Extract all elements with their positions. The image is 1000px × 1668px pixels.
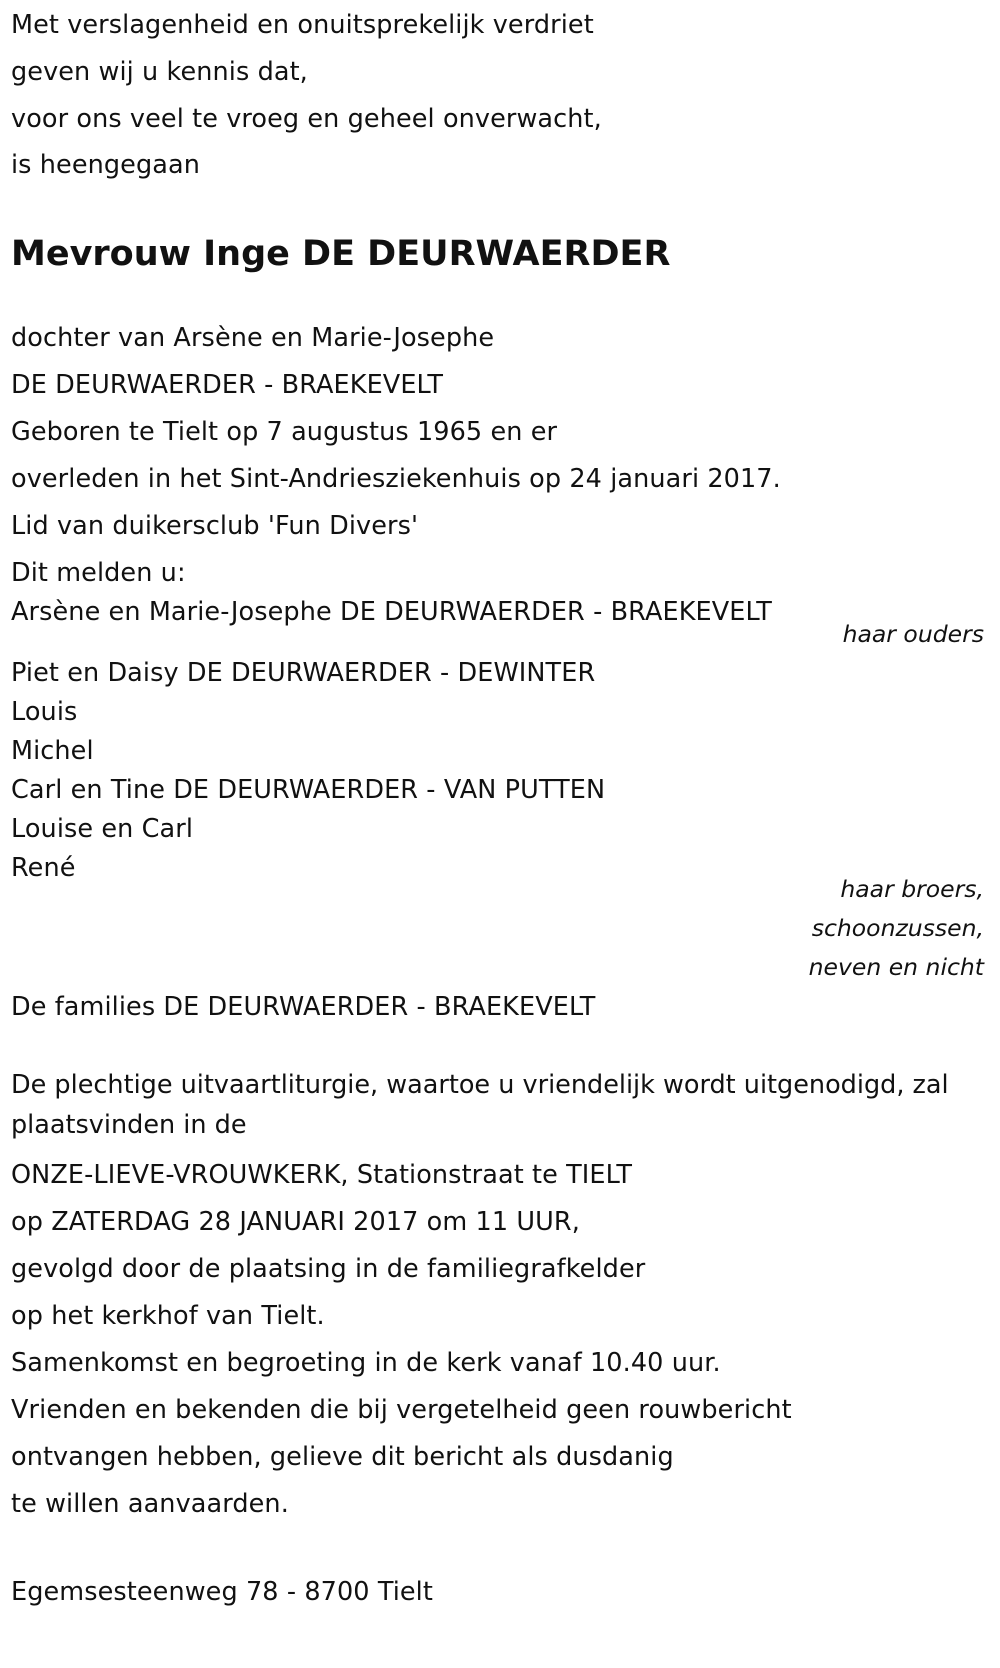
detail-line: Lid van duikersclub 'Fun Divers' bbox=[11, 511, 419, 541]
sibling-line: René bbox=[11, 853, 76, 883]
funeral-line: gevolgd door de plaatsing in de familiegrafkelder bbox=[11, 1254, 646, 1284]
detail-line: Geboren te Tielt op 7 augustus 1965 en er bbox=[11, 417, 558, 447]
detail-line: dochter van Arsène en Marie-Josephe bbox=[11, 323, 495, 353]
detail-line: Dit melden u: bbox=[11, 558, 186, 588]
sibling-line: Michel bbox=[11, 736, 94, 766]
sibling-line: Louise en Carl bbox=[11, 814, 194, 844]
siblings-relation-line: neven en nicht bbox=[808, 953, 984, 981]
funeral-line: ONZE-LIEVE-VROUWKERK, Stationstraat te TIELT bbox=[11, 1160, 633, 1190]
funeral-line: ontvangen hebben, gelieve dit bericht als dusdanig bbox=[11, 1442, 674, 1472]
intro-line: is heengegaan bbox=[11, 150, 200, 180]
funeral-intro: De plechtige uitvaartliturgie, waartoe u vriendelijk wordt uitgenodigd, zal plaatsvinden in de bbox=[11, 1070, 949, 1140]
sibling-line: Carl en Tine DE DEURWAERDER - VAN PUTTEN bbox=[11, 775, 606, 805]
deceased-name: Mevrouw Inge DE DEURWAERDER bbox=[11, 234, 671, 274]
funeral-line: Samenkomst en begroeting in de kerk vanaf 10.40 uur. bbox=[11, 1348, 721, 1378]
detail-line: DE DEURWAERDER - BRAEKEVELT bbox=[11, 370, 444, 400]
sibling-line: Louis bbox=[11, 697, 78, 727]
funeral-line: te willen aanvaarden. bbox=[11, 1489, 289, 1519]
sibling-line: Piet en Daisy DE DEURWAERDER - DEWINTER bbox=[11, 658, 596, 688]
detail-line: overleden in het Sint-Andriesziekenhuis op 24 januari 2017. bbox=[11, 464, 781, 494]
siblings-relation-line: haar broers, bbox=[840, 875, 984, 903]
parents-names: Arsène en Marie-Josephe DE DEURWAERDER - BRAEKEVELT bbox=[11, 597, 772, 627]
funeral-line: op het kerkhof van Tielt. bbox=[11, 1301, 325, 1331]
funeral-line: Vrienden en bekenden die bij vergetelheid geen rouwbericht bbox=[11, 1395, 792, 1425]
intro-line: geven wij u kennis dat, bbox=[11, 57, 308, 87]
address-line: Egemsesteenweg 78 - 8700 Tielt bbox=[11, 1577, 433, 1607]
siblings-relation-line: schoonzussen, bbox=[811, 914, 984, 942]
parents-relation: haar ouders bbox=[842, 620, 984, 648]
intro-line: Met verslagenheid en onuitsprekelijk verdriet bbox=[11, 10, 594, 40]
funeral-line: op ZATERDAG 28 JANUARI 2017 om 11 UUR, bbox=[11, 1207, 580, 1237]
intro-line: voor ons veel te vroeg en geheel onverwacht, bbox=[11, 104, 602, 134]
families-line: De families DE DEURWAERDER - BRAEKEVELT bbox=[11, 992, 596, 1022]
